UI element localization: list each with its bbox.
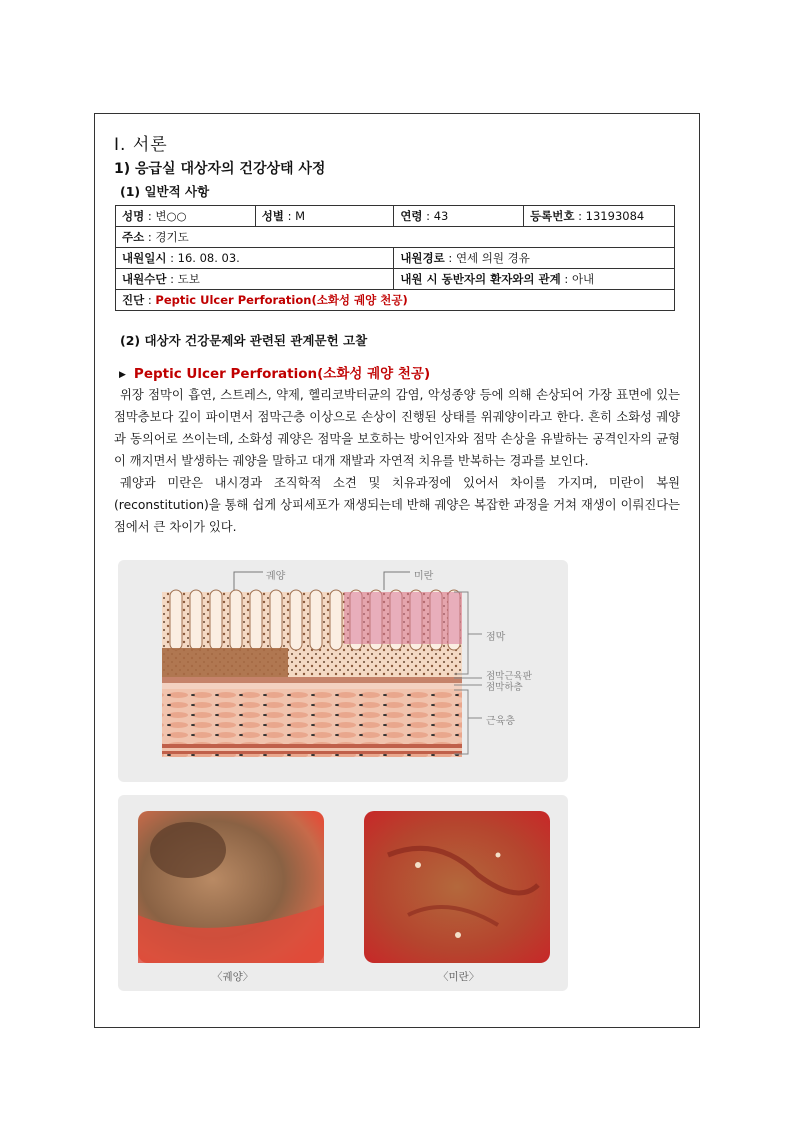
address-cell: 주소 : 경기도: [116, 227, 675, 248]
means-value: 도보: [177, 272, 200, 286]
erosion-endoscopy-image: [364, 811, 550, 963]
subsection-title: 1) 응급실 대상자의 건강상태 사정: [114, 161, 326, 177]
age-label: 연령: [400, 209, 423, 223]
companion-value: 아내: [571, 272, 595, 286]
label-submucosa: 점막하층: [486, 682, 523, 693]
companion-cell: 내원 시 동반자의 환자와의 관계 : 아내: [394, 269, 675, 290]
label-muscle-layer: 근육층: [486, 716, 515, 727]
section-title: I. 서론: [114, 135, 168, 155]
endoscopy-images: [118, 795, 568, 991]
patient-info-table: [115, 205, 675, 311]
histology-figure: [118, 560, 568, 782]
table-row: [116, 248, 675, 269]
table-row: [116, 269, 675, 290]
body-text: [114, 384, 680, 538]
sex-cell: 성별 : M: [255, 206, 394, 227]
endoscopy-figure: [118, 795, 568, 991]
visit-date-value: 16. 08. 03.: [177, 251, 240, 265]
label-mucosa: 점막: [486, 632, 506, 643]
table-row: [116, 227, 675, 248]
reg-cell: 등록번호 : 13193084: [524, 206, 675, 227]
paragraph-1: 위장 점막이 흡연, 스트레스, 약제, 헬리코박터균의 감염, 악성종양 등에 의해 손상되어 가장 표면에 있는 점막층보다 깊이 파이면서 점막근층 이상으로 손상이 진행된 상태를 위궤양이라고 한다. 흔히 소화성 궤양과 동의어로 쓰이는데, 소화성 궤양은 점막을 보호하는 방어인자와 점막 손상을 유발하는 공격인자의 균형이 깨지면서 발생하는 궤양을 말하고 대개 재발과 자연적 치유를 반복하는 경과를 보인다.: [114, 388, 680, 468]
visit-date-cell: 내원일시 : 16. 08. 03.: [116, 248, 394, 269]
label-ulcer: 궤양: [266, 571, 286, 582]
route-cell: 내원경로 : 연세 의원 경유: [394, 248, 675, 269]
sex-label: 성별: [261, 209, 284, 223]
name-cell: 성명 : 변○○: [116, 206, 256, 227]
table-row: [116, 206, 675, 227]
submucosa-layer: [162, 683, 462, 689]
subsubsection-title-literature: (2) 대상자 건강문제와 관련된 관계문헌 고찰: [120, 333, 368, 348]
diagnosis-cell: 진단 : Peptic Ulcer Perforation(소화성 궤양 천공): [116, 290, 675, 311]
ulcer-pointer: [234, 572, 263, 590]
route-value: 연세 의원 경유: [455, 251, 530, 265]
topic-title: Peptic Ulcer Perforation(소화성 궤양 천공): [133, 366, 431, 382]
caption-ulcer: 〈궤양〉: [212, 971, 254, 983]
erosion-area: [344, 592, 462, 644]
subsubsection-title-general: (1) 일반적 사항: [120, 184, 210, 199]
caption-erosion: 〈미란〉: [438, 971, 480, 983]
name-value: 변○○: [155, 209, 187, 223]
address-label: 주소: [122, 230, 145, 244]
means-cell: 내원수단 : 도보: [116, 269, 394, 290]
triangle-bullet-icon: ▶: [119, 370, 126, 380]
reg-label: 등록번호: [530, 209, 575, 223]
age-value: 43: [433, 209, 449, 223]
address-value: 경기도: [155, 230, 189, 244]
companion-label: 내원 시 동반자의 환자와의 관계: [400, 272, 561, 286]
table-row: [116, 290, 675, 311]
name-label: 성명: [122, 209, 145, 223]
label-muscularis-mucosae: 점막근육판: [486, 671, 532, 682]
muscularis-mucosae-layer: [162, 677, 462, 683]
reg-value: 13193084: [585, 209, 645, 223]
route-label: 내원경로: [400, 251, 445, 265]
label-erosion: 미란: [414, 571, 434, 582]
visit-date-label: 내원일시: [122, 251, 167, 265]
sex-value: M: [295, 209, 306, 223]
means-label: 내원수단: [122, 272, 167, 286]
diagnosis-label: 진단: [122, 293, 145, 307]
age-cell: 연령 : 43: [394, 206, 524, 227]
erosion-pointer: [384, 572, 410, 590]
topic-heading: [119, 362, 430, 382]
diagnosis-value: Peptic Ulcer Perforation(소화성 궤양 천공): [155, 293, 408, 307]
paragraph-2: 궤양과 미란은 내시경과 조직학적 소견 및 치유과정에 있어서 차이를 가지며, 미란이 복원(reconstitution)을 통해 쉽게 상피세포가 재생되는데 반해 궤양은 복잡한 과정을 거쳐 재생이 이뤄진다는 점에서 큰 차이가 있다.: [114, 476, 680, 534]
